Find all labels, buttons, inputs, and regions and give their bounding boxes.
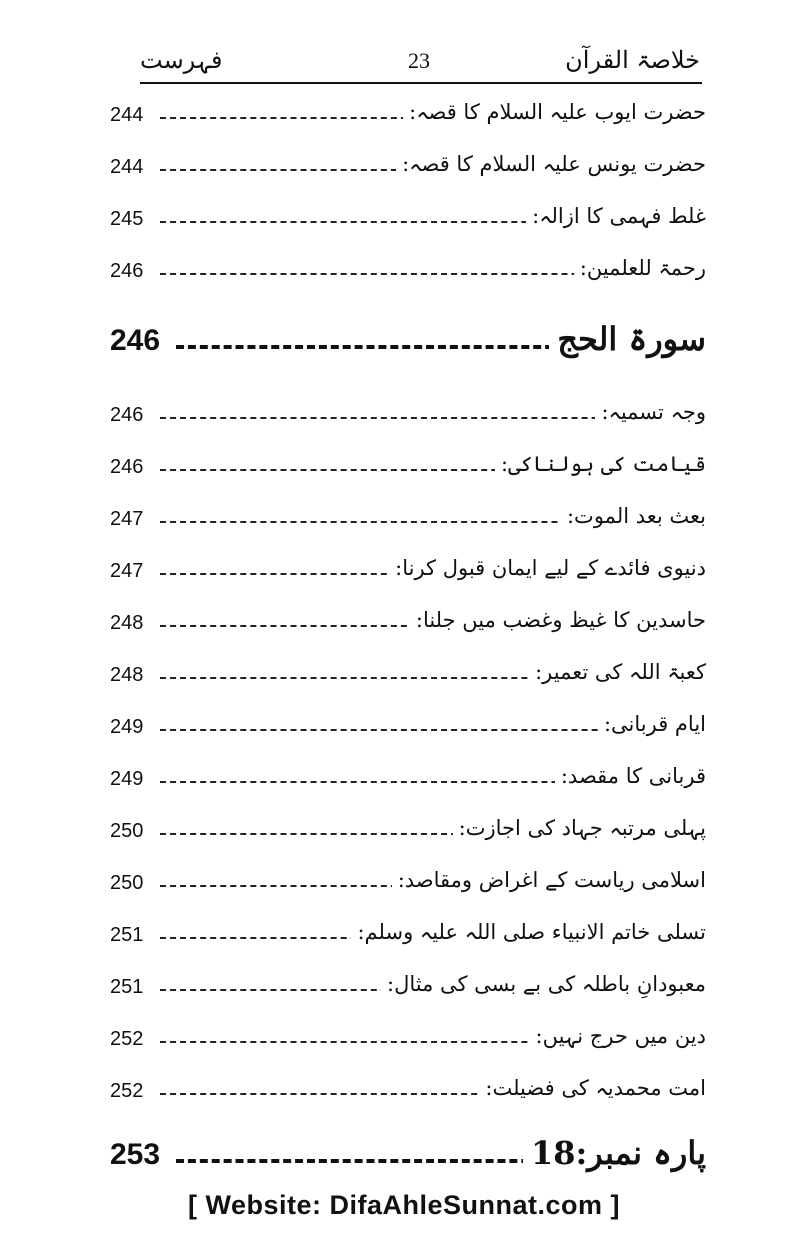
- entry-page: 247: [110, 508, 144, 530]
- toc-entry[interactable]: [110, 604, 706, 644]
- toc-entry[interactable]: [110, 1020, 706, 1060]
- entry-page: 248: [110, 612, 144, 634]
- entry-page: 248: [110, 664, 144, 686]
- entry-page: 250: [110, 820, 144, 842]
- section-title: پارہ نمبر:18: [523, 1134, 706, 1172]
- entry-title: غلط فہمی کا ازالہ:: [526, 204, 706, 228]
- entry-page: 252: [110, 1080, 144, 1102]
- entry-title: قربانی کا مقصد:: [555, 764, 706, 788]
- toc-entry[interactable]: [110, 500, 706, 540]
- toc-entry[interactable]: [110, 396, 706, 436]
- entry-title: ایام قربانی:: [598, 712, 706, 736]
- entry-page: 245: [110, 208, 144, 230]
- entry-page: 251: [110, 976, 144, 998]
- entry-title: پہلی مرتبہ جہاد کی اجازت:: [453, 816, 706, 840]
- toc-entry[interactable]: [110, 708, 706, 748]
- entry-title: دین میں حرج نہیں:: [530, 1024, 706, 1048]
- toc-entry[interactable]: [110, 252, 706, 292]
- book-title: خلاصۃ القرآن: [565, 46, 700, 74]
- entry-title: کعبۃ اللہ کی تعمیر:: [529, 660, 706, 684]
- entry-page: 244: [110, 156, 144, 178]
- section-title: سورۃ الحج: [549, 320, 706, 358]
- entry-page: 252: [110, 1028, 144, 1050]
- toc-entry[interactable]: [110, 448, 706, 488]
- entry-title: تسلی خاتم الانبیاء صلی اللہ علیہ وسلم:: [351, 920, 706, 944]
- toc-entry[interactable]: [110, 968, 706, 1008]
- toc-entry[interactable]: [110, 656, 706, 696]
- entry-page: 249: [110, 768, 144, 790]
- entry-title: امت محمدیہ کی فضیلت:: [479, 1076, 706, 1100]
- section-page: 253: [110, 1138, 161, 1171]
- entry-title: معبودانِ باطلہ کی بے بسی کی مثال:: [381, 972, 706, 996]
- entry-page: 246: [110, 260, 144, 282]
- toc-entry[interactable]: [110, 760, 706, 800]
- entry-page: 251: [110, 924, 144, 946]
- entry-title: دنیوی فائدے کے لیے ایمان قبول کرنا:: [389, 556, 706, 580]
- entry-page: 247: [110, 560, 144, 582]
- entry-page: 244: [110, 104, 144, 126]
- section-name: فہرست: [140, 46, 223, 74]
- page-header: [140, 44, 700, 82]
- toc-entry[interactable]: [110, 552, 706, 592]
- entry-page: 246: [110, 404, 144, 426]
- toc-entry[interactable]: [110, 812, 706, 852]
- entry-title: قیامت کی ہولناکی:: [495, 452, 706, 476]
- entry-title: رحمۃ للعلمین:: [574, 256, 706, 280]
- website-footer: [ Website: DifaAhleSunnat.com ]: [187, 1190, 621, 1220]
- entry-page: 250: [110, 872, 144, 894]
- toc-entry[interactable]: [110, 96, 706, 136]
- toc-entry[interactable]: [110, 864, 706, 904]
- toc-entry[interactable]: [110, 200, 706, 240]
- entry-title: اسلامی ریاست کے اغراض ومقاصد:: [392, 868, 706, 892]
- toc-entry[interactable]: [110, 916, 706, 956]
- header-divider: [140, 82, 702, 84]
- toc-section-heading[interactable]: [110, 1134, 706, 1188]
- page-number: 23: [408, 48, 430, 73]
- toc-section-heading[interactable]: [110, 320, 706, 374]
- entry-title: حضرت ایوب علیہ السلام کا قصہ:: [403, 100, 706, 124]
- entry-title: بعث بعد الموت:: [561, 504, 706, 528]
- toc-entry[interactable]: [110, 148, 706, 188]
- entry-title: حضرت یونس علیہ السلام کا قصہ:: [396, 152, 706, 176]
- section-page: 246: [110, 324, 161, 357]
- entry-title: وجہ تسمیہ:: [595, 400, 706, 424]
- toc-entry[interactable]: [110, 1072, 706, 1112]
- entry-title: حاسدین کا غیظ وغضب میں جلنا:: [410, 608, 706, 632]
- entry-page: 249: [110, 716, 144, 738]
- entry-page: 246: [110, 456, 144, 478]
